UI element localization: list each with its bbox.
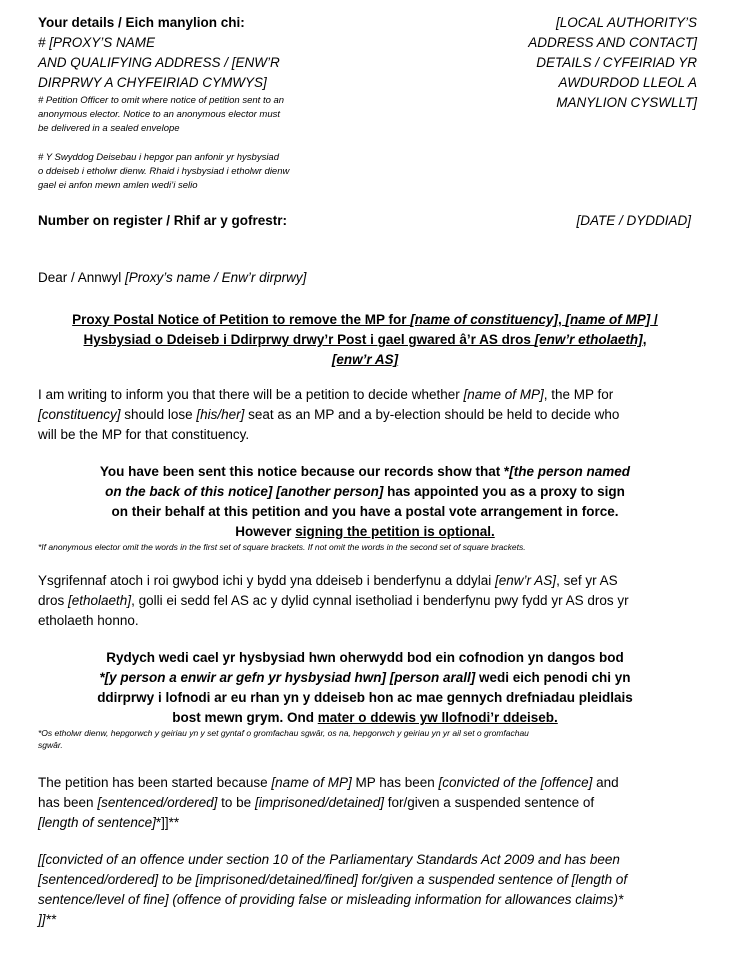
register-number-label: Number on register / Rhif ar y gofrestr: bbox=[38, 213, 288, 228]
la-line: AWDURDOD LLEOL A bbox=[558, 75, 697, 90]
notice-line: However signing the petition is optional. bbox=[235, 524, 495, 539]
footnote-cy bbox=[38, 727, 718, 751]
notice-title bbox=[20, 310, 710, 370]
notice-line: *[y person a enwir ar gefn yr hysbysiad hwn] [person arall] wedi eich penodi chi yn bbox=[99, 670, 631, 685]
notice-line: ddirprwy i lofnodi ar eu rhan yn y ddeiseb hon ac mae gennych drefniadau pleidlais bbox=[97, 690, 633, 705]
la-line: DETAILS / CYFEIRIAD YR bbox=[536, 55, 697, 70]
greeting-dear: Dear / Annwyl bbox=[38, 270, 126, 285]
title-line-3: [enw’r AS] bbox=[331, 352, 399, 367]
petition-officer-note-cy bbox=[38, 151, 358, 193]
para-line: [[convicted of an offence under section 10 of the Parliamentary Standards Act 2009 and has been bbox=[38, 852, 620, 867]
la-line: [LOCAL AUTHORITY’S bbox=[555, 15, 697, 30]
intro-paragraph-en bbox=[38, 385, 710, 445]
note-line: gael ei anfon mewn amlen wedi’i selio bbox=[38, 180, 198, 191]
notice-reason-cy bbox=[20, 648, 710, 728]
note-line: anonymous elector. Notice to an anonymous elector must bbox=[38, 109, 281, 120]
proxy-name-line: # [PROXY’S NAME bbox=[38, 35, 156, 50]
date-field: [DATE / DYDDIAD] bbox=[576, 213, 691, 228]
notice-reason-en bbox=[20, 462, 710, 542]
para-line: [length of sentence]*]]** bbox=[38, 815, 180, 830]
your-details-block bbox=[38, 13, 358, 93]
petition-reason-paragraph bbox=[38, 773, 710, 833]
title-line-2: Hysbysiad o Ddeiseb i Ddirprwy drwy’r Post i gael gwared â’r AS dros [enw’r etholaeth], bbox=[83, 332, 647, 347]
proxy-address-line: AND QUALIFYING ADDRESS / [ENW’R bbox=[38, 55, 280, 70]
para-line: has been [sentenced/ordered] to be [imprisoned/detained] for/given a suspended sentence of bbox=[38, 795, 595, 810]
para-line: will be the MP for that constituency. bbox=[38, 427, 250, 442]
para-line: I am writing to inform you that there will be a petition to decide whether [name of MP], the MP for bbox=[38, 387, 614, 402]
para-line: etholaeth honno. bbox=[38, 613, 139, 628]
greeting bbox=[38, 268, 306, 288]
title-line-1: Proxy Postal Notice of Petition to remove the MP for [name of constituency], [name of MP] / bbox=[72, 312, 658, 327]
notice-line: on the back of this notice] [another person] has appointed you as a proxy to sign bbox=[105, 484, 625, 499]
note-line: # Y Swyddog Deisebau i hepgor pan anfonir yr hysbysiad bbox=[38, 152, 279, 163]
proxy-welsh-line: DIRPRWY A CHYFEIRIAD CYMWYS] bbox=[38, 75, 267, 90]
footnote-en: *If anonymous elector omit the words in the first set of square brackets. If not omit the words in the second set of square brackets. bbox=[38, 542, 526, 552]
para-line: Ysgrifennaf atoch i roi gwybod ichi y bydd yna ddeiseb i benderfynu a ddylai [enw’r AS], sef yr AS bbox=[38, 573, 618, 588]
para-line: [constituency] should lose [his/her] seat as an MP and a by-election should be held to decide who bbox=[38, 407, 620, 422]
la-line: MANYLION CYSWLLT] bbox=[556, 95, 697, 110]
your-details-heading: Your details / Eich manylion chi: bbox=[38, 15, 245, 30]
greeting-proxy-name: [Proxy’s name / Enw’r dirprwy] bbox=[125, 270, 307, 285]
notice-line: bost mewn grym. Ond mater o ddewis yw llofnodi’r ddeiseb. bbox=[172, 710, 558, 725]
notice-line: You have been sent this notice because our records show that *[the person named bbox=[99, 464, 631, 479]
para-line: The petition has been started because [name of MP] MP has been [convicted of the [offence] and bbox=[38, 775, 619, 790]
la-line: ADDRESS AND CONTACT] bbox=[528, 35, 697, 50]
note-line: be delivered in a sealed envelope bbox=[38, 123, 180, 134]
notice-line: on their behalf at this petition and you have a postal vote arrangement in force. bbox=[111, 504, 619, 519]
para-line: [sentenced/ordered] to be [imprisoned/detained/fined] for/given a suspended sentence of [length of bbox=[38, 872, 628, 887]
petition-officer-note-en bbox=[38, 94, 358, 136]
note-line: o ddeiseb i etholwr dienw. Rhaid i hysbysiad i etholwr dienw bbox=[38, 166, 290, 177]
para-line: sentence/level of fine] (offence of providing false or misleading information for allowances claims)* bbox=[38, 892, 624, 907]
para-line: ]]** bbox=[38, 912, 57, 927]
notice-line: Rydych wedi cael yr hysbysiad hwn oherwydd bod ein cofnodion yn dangos bod bbox=[106, 650, 624, 665]
footnote-line: sgwâr. bbox=[38, 740, 63, 750]
intro-paragraph-cy bbox=[38, 571, 710, 631]
alternative-offence-paragraph bbox=[38, 850, 718, 930]
para-line: dros [etholaeth], golli ei sedd fel AS ac y dylid cynnal isetholiad i benderfynu pwy fydd yr AS dros yr bbox=[38, 593, 629, 608]
local-authority-block bbox=[440, 13, 697, 113]
footnote-line: *Os etholwr dienw, hepgorwch y geiriau yn y set gyntaf o gromfachau sgwâr, os na, hepgorwch y geiriau yn yr ail set o gromfachau bbox=[38, 728, 529, 738]
note-line: # Petition Officer to omit where notice of petition sent to an bbox=[38, 95, 285, 106]
